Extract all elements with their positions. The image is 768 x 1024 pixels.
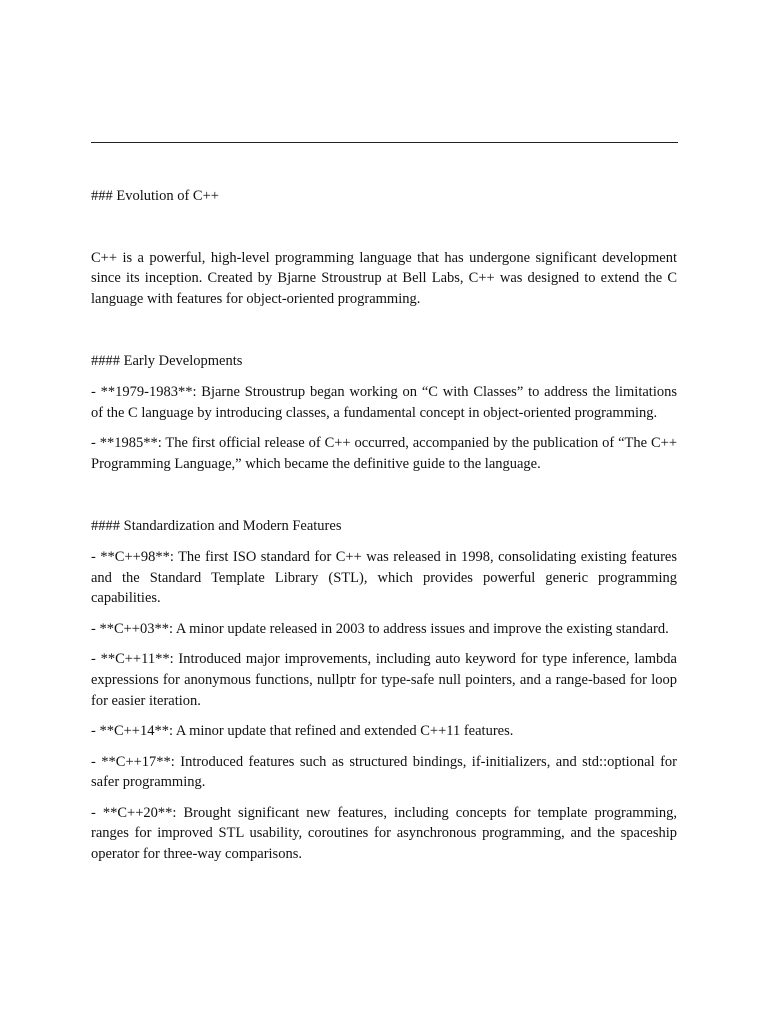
- subsection-heading-early-developments: #### Early Developments: [91, 353, 243, 370]
- list-item: - **C++03**: A minor update released in 2003 to address issues and improve the existing standard.: [91, 620, 669, 637]
- list-item: - **C++20**: Brought significant new features, including concepts for template programming, ranges for improved STL usability, coroutines for asynchronous programming, and the spaceship operator for three-way comparisons.: [91, 804, 677, 863]
- list-item: - **C++98**: The first ISO standard for C++ was released in 1998, consolidating existing features and the Standard Template Library (STL), which provides powerful generic programming capabilities.: [91, 548, 677, 607]
- section-heading-evolution: ### Evolution of C++: [91, 188, 219, 204]
- list-item: - **C++11**: Introduced major improvements, including auto keyword for type inference, lambda expressions for anonymous functions, nullptr for type-safe null pointers, and a range-based for loop for easier iteration.: [91, 651, 677, 709]
- list-item: - **C++17**: Introduced features such as structured bindings, if-initializers, and std::optional for safer programming.: [91, 753, 677, 791]
- list-item: - **1985**: The first official release of C++ occurred, accompanied by the publication of “The C++ Programming Language,” which became the definitive guide to the language.: [91, 435, 677, 472]
- intro-paragraph: C++ is a powerful, high-level programming language that has undergone significant development since its inception. Created by Bjarne Stroustrup at Bell Labs, C++ was designed to extend the C language with features for object-oriented programming.: [91, 249, 677, 307]
- document-body: [91, 186, 677, 865]
- list-item: - **1979-1983**: Bjarne Stroustrup began working on “C with Classes” to address the limitations of the C language by introducing classes, a fundamental concept in object-oriented programming.: [91, 383, 677, 421]
- list-item: - **C++14**: A minor update that refined and extended C++11 features.: [91, 723, 514, 740]
- horizontal-rule: [91, 142, 678, 143]
- subsection-heading-standardization: #### Standardization and Modern Features: [91, 518, 342, 535]
